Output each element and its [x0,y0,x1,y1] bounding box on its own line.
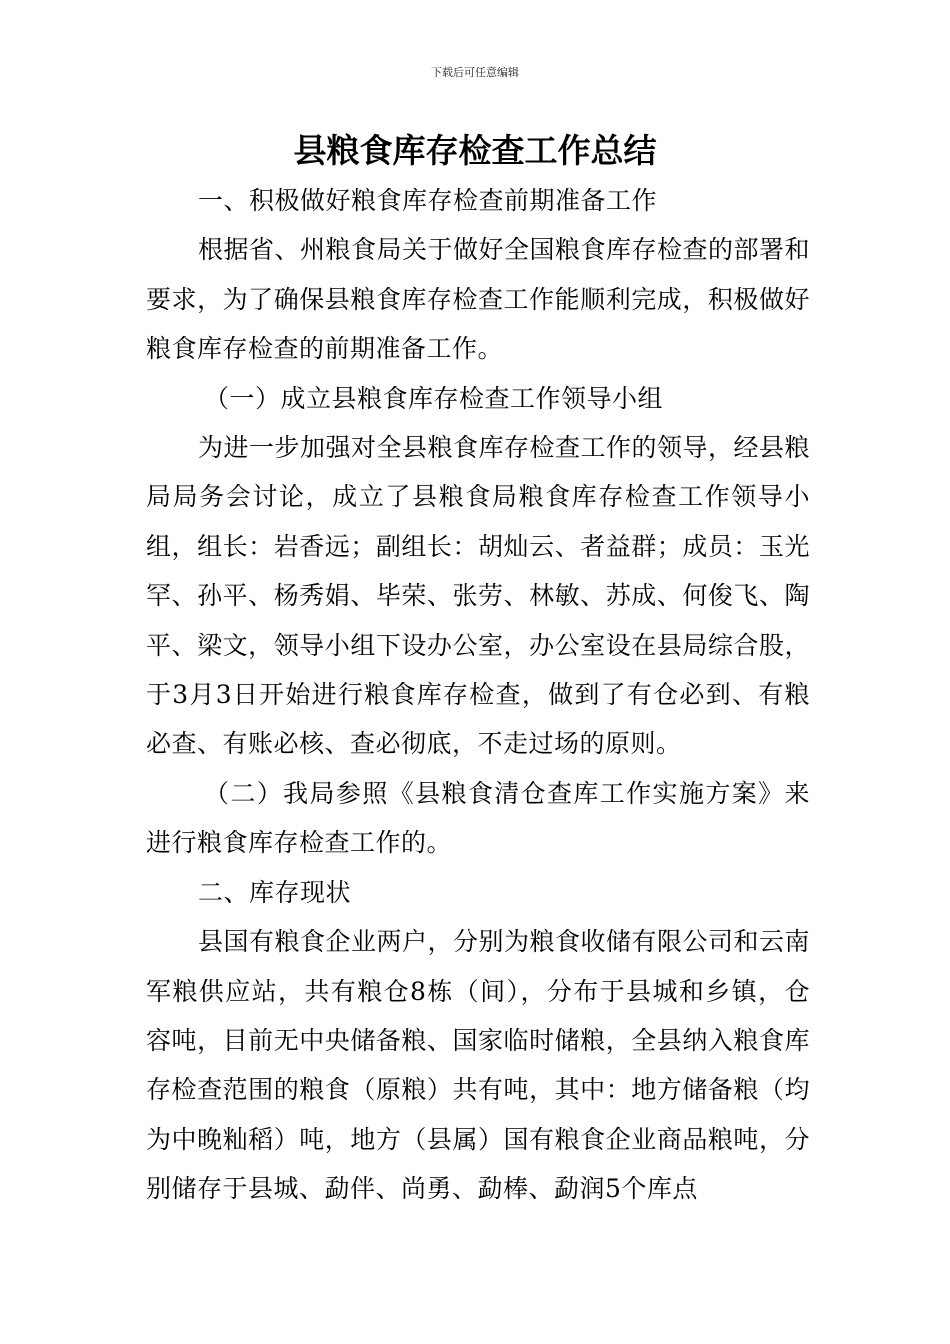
sub-heading-1: （一）成立县粮食库存检查工作领导小组 [204,383,664,413]
body-paragraph: 根据省、州粮食局关于做好全国粮食库存检查的部署和要求，为了确保县粮食库存检查工作能顺利完成，积极做好粮食库存检查的前期准备工作。 [146,235,811,364]
section-heading-1: 一、积极做好粮食库存检查前期准备工作 [198,186,658,215]
sub-heading-2: （二）我局参照《县粮食清仓查库工作实施方案》来进行粮食库存检查工作的。 [146,778,810,858]
section-heading-2: 二、库存现状 [198,877,352,907]
body-paragraph: 县国有粮食企业两户，分别为粮食收储有限公司和云南军粮供应站，共有粮仓8栋（间），分布于县城和乡镇，仓容吨，目前无中央储备粮、国家临时储粮，全县纳入粮食库存检查范围的粮食（原粮）共有吨，其中：地方储备粮（均为中晚籼稻）吨，地方（县属）国有粮食企业商品粮吨，分别储存于县城、勐伴、尚勇、勐棒、勐润5个库点 [146,927,811,1204]
body-paragraph: 为进一步加强对全县粮食库存检查工作的领导，经县粮局局务会讨论，成立了县粮食局粮食库存检查工作领导小组，组长：岩香远；副组长：胡灿云、者益群；成员：玉光罕、孙平、杨秀娟、毕荣、张劳、林敏、苏成、何俊飞、陶平、梁文，领导小组下设办公室，办公室设在县局综合股，于3月3日开始进行粮食库存检查，做到了有仓必到、有粮必查、有账必核、查必彻底，不走过场的原则。 [146,433,811,759]
document-body [146,176,810,1214]
document-title: 县粮食库存检查工作总结 [293,131,657,170]
header-note: 下载后可任意编辑 [431,66,519,79]
